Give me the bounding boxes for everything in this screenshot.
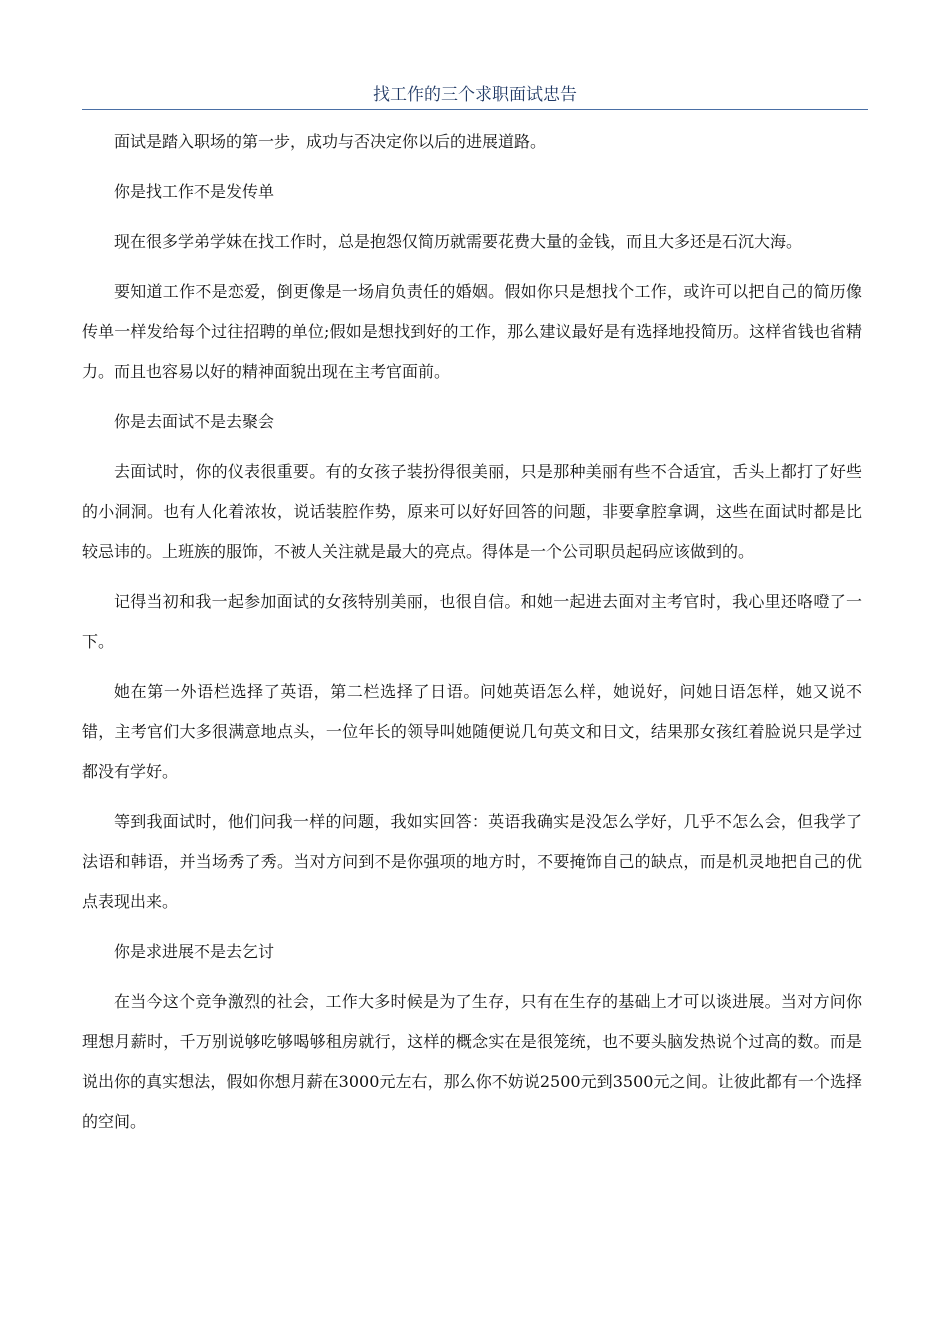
document-body — [82, 122, 862, 1152]
page-title: 找工作的三个求职面试忠告 — [373, 85, 577, 105]
paragraph: 记得当初和我一起参加面试的女孩特别美丽，也很自信。和她一起进去面对主考官时，我心里还咯噔了一下。 — [82, 592, 862, 651]
section-heading: 你是找工作不是发传单 — [114, 182, 275, 201]
paragraph: 等到我面试时，他们问我一样的问题，我如实回答：英语我确实是没怎么学好，几乎不怎么会，但我学了法语和韩语，并当场秀了秀。当对方问到不是你强项的地方时，不要掩饰自己的缺点，而是机灵地把自己的优点表现出来。 — [82, 812, 862, 911]
paragraph: 去面试时，你的仪表很重要。有的女孩子装扮得很美丽，只是那种美丽有些不合适宜，舌头上都打了好些的小洞洞。也有人化着浓妆，说话装腔作势，原来可以好好回答的问题，非要拿腔拿调，这些在面试时都是比较忌讳的。上班族的服饰，不被人关注就是最大的亮点。得体是一个公司职员起码应该做到的。 — [82, 462, 862, 561]
paragraph: 在当今这个竞争激烈的社会，工作大多时候是为了生存，只有在生存的基础上才可以谈进展。当对方问你理想月薪时，千万别说够吃够喝够租房就行，这样的概念实在是很笼统，也不要头脑发热说个过高的数。而是说出你的真实想法，假如你想月薪在3000元左右，那么你不妨说2500元到3500元之间。让彼此都有一个选择的空间。 — [82, 992, 862, 1131]
section-heading: 你是求进展不是去乞讨 — [114, 942, 275, 961]
paragraph: 现在很多学弟学妹在找工作时，总是抱怨仅简历就需要花费大量的金钱，而且大多还是石沉大海。 — [114, 232, 803, 251]
paragraph: 面试是踏入职场的第一步，成功与否决定你以后的进展道路。 — [114, 132, 547, 151]
paragraph: 她在第一外语栏选择了英语，第二栏选择了日语。问她英语怎么样，她说好，问她日语怎样，她又说不错，主考官们大多很满意地点头，一位年长的领导叫她随便说几句英文和日文，结果那女孩红着脸说只是学过都没有学好。 — [82, 682, 862, 781]
title-divider — [82, 109, 868, 110]
section-heading: 你是去面试不是去聚会 — [114, 412, 275, 431]
paragraph: 要知道工作不是恋爱，倒更像是一场肩负责任的婚姻。假如你只是想找个工作，或许可以把自己的简历像传单一样发给每个过往招聘的单位;假如是想找到好的工作，那么建议最好是有选择地投简历。这样省钱也省精力。而且也容易以好的精神面貌出现在主考官面前。 — [82, 282, 862, 381]
